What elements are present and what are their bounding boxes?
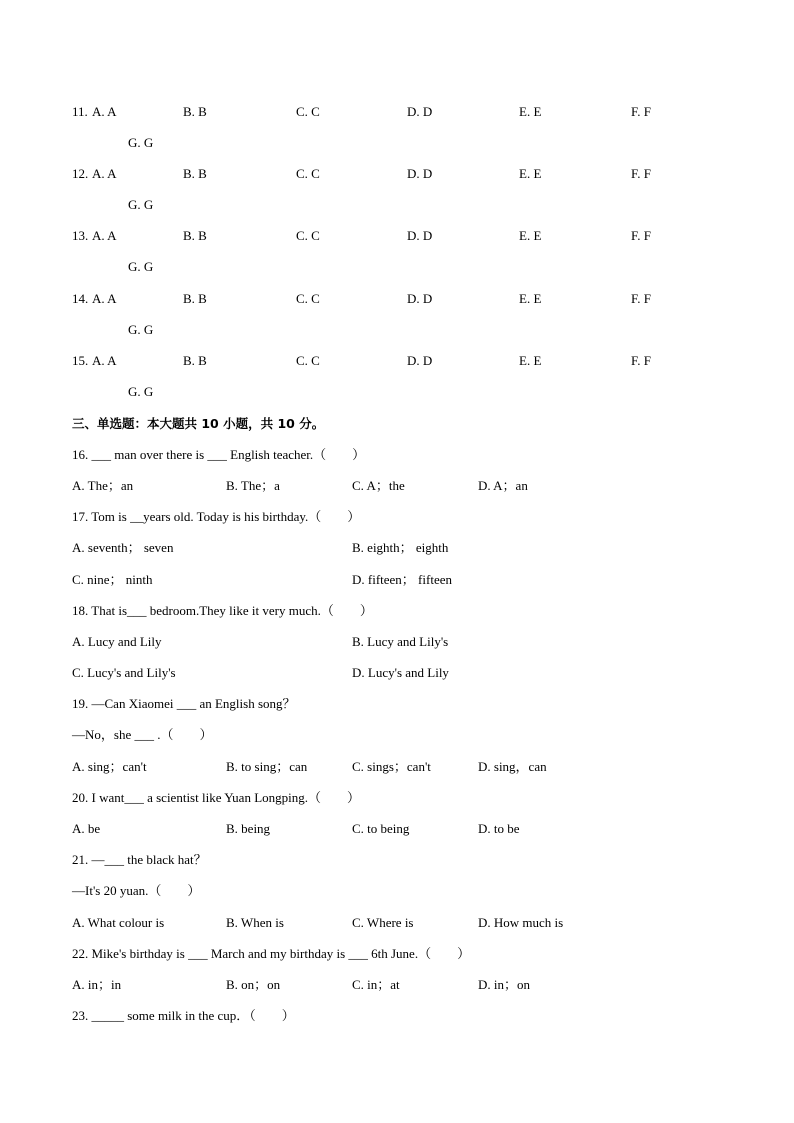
option-D: D. Lucy's and Lily: [352, 665, 449, 680]
option-F: F. F: [631, 104, 651, 119]
option-A: A. The；an: [72, 478, 134, 493]
q18-stem: [0, 600, 794, 622]
option-C: C. C: [296, 353, 320, 368]
matching-row-15: [0, 350, 794, 372]
question-number: 11.: [72, 104, 88, 119]
option-B: B. to sing；can: [226, 759, 308, 774]
q20-options: [0, 818, 794, 840]
q17-options-row1: [0, 537, 794, 559]
q18-options-row1: [0, 631, 794, 653]
option-C: C. Lucy's and Lily's: [72, 665, 176, 680]
option-D: D. sing，can: [478, 759, 547, 774]
q22-options: [0, 974, 794, 996]
option-B: B. eighth； eighth: [352, 540, 449, 555]
option-A: A. sing；can't: [72, 759, 147, 774]
question-stem: 20. I want___ a scientist like Yuan Longping.（ ）: [72, 790, 361, 805]
option-C: C. C: [296, 291, 320, 306]
option-G: G. G: [128, 135, 154, 150]
option-B: B. B: [183, 228, 207, 243]
option-D: D. to be: [478, 821, 520, 836]
option-C: C. nine； ninth: [72, 572, 153, 587]
option-C: C. in；at: [352, 977, 400, 992]
option-D: D. D: [407, 353, 433, 368]
option-C: C. C: [296, 104, 320, 119]
q17-stem: [0, 506, 794, 528]
option-C: C. Where is: [352, 915, 414, 930]
option-A: A. What colour is: [72, 915, 165, 930]
option-A: A. be: [72, 821, 101, 836]
option-F: F. F: [631, 353, 651, 368]
option-D: D. D: [407, 228, 433, 243]
q19-stem: [0, 693, 794, 715]
option-B: B. The；a: [226, 478, 280, 493]
option-E: E. E: [519, 104, 542, 119]
q20-stem: [0, 787, 794, 809]
q22-stem: [0, 943, 794, 965]
matching-row-12: [0, 163, 794, 185]
option-D: D. in；on: [478, 977, 531, 992]
option-D: D. D: [407, 104, 433, 119]
option-D: D. How much is: [478, 915, 564, 930]
question-stem-reply: —It's 20 yuan.（ ）: [72, 883, 201, 898]
matching-row-11-cont: [0, 132, 794, 154]
option-B: B. being: [226, 821, 271, 836]
question-stem: 21. —___ the black hat？: [72, 852, 207, 867]
q17-options-row2: [0, 569, 794, 591]
section-title: [0, 413, 794, 435]
q19-options: [0, 756, 794, 778]
option-A: A. A: [92, 291, 117, 306]
question-number: 13.: [72, 228, 89, 243]
option-F: F. F: [631, 166, 651, 181]
q21-stem2: [0, 880, 794, 902]
question-stem: 17. Tom is __years old. Today is his birthday.（ ）: [72, 509, 361, 524]
section-heading: 三、单选题：本大题共 10 小题，共 10 分。: [72, 416, 325, 431]
q18-options-row2: [0, 662, 794, 684]
matching-row-15-cont: [0, 381, 794, 403]
option-B: B. B: [183, 166, 207, 181]
option-C: C. sings；can't: [352, 759, 431, 774]
q16-stem: [0, 444, 794, 466]
question-number: 12.: [72, 166, 89, 181]
q21-options: [0, 912, 794, 934]
option-E: E. E: [519, 228, 542, 243]
question-stem: 22. Mike's birthday is ___ March and my birthday is ___ 6th June.（ ）: [72, 946, 471, 961]
option-A: A. A: [92, 228, 117, 243]
option-D: D. D: [407, 291, 433, 306]
option-A: A. A: [92, 104, 117, 119]
option-B: B. B: [183, 291, 207, 306]
option-D: D. A；an: [478, 478, 528, 493]
question-number: 15.: [72, 353, 89, 368]
option-C: C. to being: [352, 821, 410, 836]
question-stem: 18. That is___ bedroom.They like it very much.（ ）: [72, 603, 373, 618]
question-number: 14.: [72, 291, 89, 306]
option-E: E. E: [519, 353, 542, 368]
question-stem: 23. _____ some milk in the cup．（ ）: [72, 1008, 295, 1023]
option-B: B. Lucy and Lily's: [352, 634, 449, 649]
option-B: B. on；on: [226, 977, 281, 992]
option-E: E. E: [519, 166, 542, 181]
option-D: D. D: [407, 166, 433, 181]
option-A: A. A: [92, 353, 117, 368]
option-G: G. G: [128, 197, 154, 212]
option-A: A. seventh； seven: [72, 540, 174, 555]
matching-row-13: [0, 225, 794, 247]
question-stem: 16. ___ man over there is ___ English teacher.（ ）: [72, 447, 366, 462]
matching-row-12-cont: [0, 194, 794, 216]
option-B: B. When is: [226, 915, 284, 930]
option-B: B. B: [183, 353, 207, 368]
option-F: F. F: [631, 291, 651, 306]
option-F: F. F: [631, 228, 651, 243]
option-G: G. G: [128, 322, 154, 337]
q23-stem: [0, 1005, 794, 1027]
option-A: A. A: [92, 166, 117, 181]
question-stem-reply: —No，she ___ .（ ）: [72, 727, 213, 742]
option-C: C. A；the: [352, 478, 405, 493]
option-A: A. Lucy and Lily: [72, 634, 162, 649]
option-D: D. fifteen； fifteen: [352, 572, 452, 587]
matching-row-14-cont: [0, 319, 794, 341]
option-A: A. in；in: [72, 977, 122, 992]
option-E: E. E: [519, 291, 542, 306]
option-G: G. G: [128, 384, 154, 399]
option-C: C. C: [296, 166, 320, 181]
matching-row-13-cont: [0, 256, 794, 278]
option-B: B. B: [183, 104, 207, 119]
option-C: C. C: [296, 228, 320, 243]
q16-options: [0, 475, 794, 497]
option-G: G. G: [128, 259, 154, 274]
q21-stem: [0, 849, 794, 871]
matching-row-14: [0, 288, 794, 310]
question-stem: 19. —Can Xiaomei ___ an English song？: [72, 696, 296, 711]
q19-stem2: [0, 724, 794, 746]
matching-row-11: [0, 101, 794, 123]
